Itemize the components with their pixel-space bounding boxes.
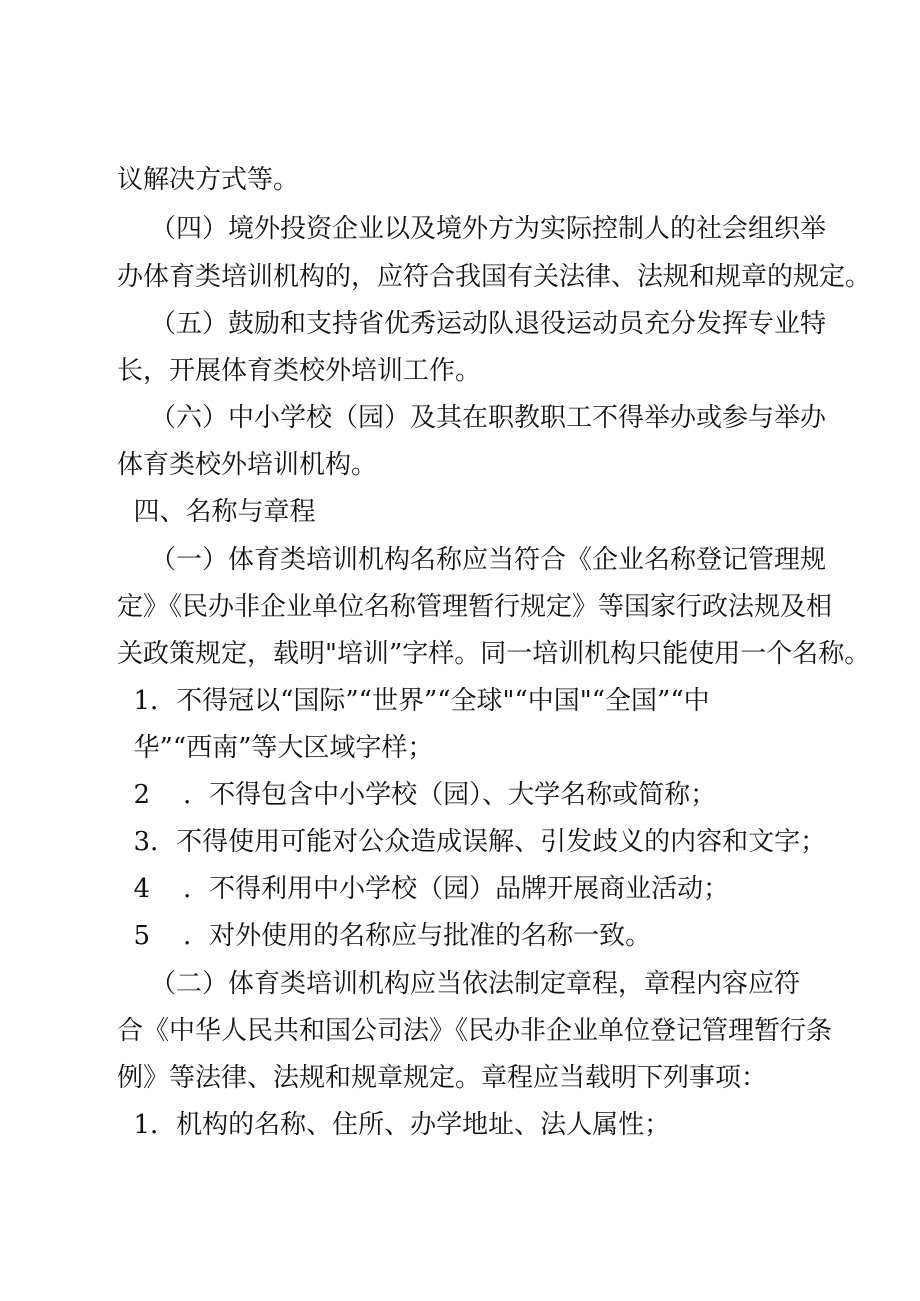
paragraph-line: 例》等法律、法规和规章规定。章程应当载明下列事项： bbox=[117, 1063, 768, 1093]
paragraph-line: （五）鼓励和支持省优秀运动队退役运动员充分发挥专业特 bbox=[117, 309, 827, 339]
paragraph-line: （二）体育类培训机构应当依法制定章程，章程内容应符 bbox=[117, 969, 801, 999]
paragraph-line: （一）体育类培训机构名称应当符合《企业名称登记管理规 bbox=[117, 545, 827, 575]
paragraph-line: 合《中华人民共和国公司法》《民办非企业单位登记管理暂行条 bbox=[117, 1016, 833, 1046]
list-item: 华”“西南”等大区域字样； bbox=[117, 733, 434, 763]
paragraph-line: 体育类校外培训机构。 bbox=[117, 450, 378, 480]
paragraph-line: （四）境外投资企业以及境外方为实际控制人的社会组织举 bbox=[117, 214, 827, 244]
paragraph-line: 定》《民办非企业单位名称管理暂行规定》等国家行政法规及相 bbox=[117, 592, 833, 622]
text-line: 议解决方式等。 bbox=[117, 165, 300, 195]
list-item: 4 ．不得利用中小学校（园）品牌开展商业活动； bbox=[117, 874, 730, 904]
paragraph-line: 办体育类培训机构的，应符合我国有关法律、法规和规章的规定。 bbox=[117, 262, 872, 292]
section-heading: 四、名称与章程 bbox=[117, 497, 316, 527]
paragraph-line: （六）中小学校（园）及其在职教职工不得举办或参与举办 bbox=[117, 403, 827, 433]
list-item: 3．不得使用可能对公众造成误解、引发歧义的内容和文字； bbox=[117, 827, 827, 857]
list-item: 1．机构的名称、住所、办学地址、法人属性； bbox=[117, 1110, 671, 1140]
list-item: 2 ．不得包含中小学校（园）、大学名称或简称； bbox=[117, 780, 717, 810]
paragraph-line: 关政策规定，载明"培训”字样。同一培训机构只能使用一个名称。 bbox=[117, 639, 871, 669]
list-item: 5 ．对外使用的名称应与批准的名称一致。 bbox=[117, 921, 652, 951]
paragraph-line: 长，开展体育类校外培训工作。 bbox=[117, 356, 482, 386]
list-item: 1．不得冠以“国际”“世界”“全球"“中国"“全国”“中 bbox=[117, 686, 710, 716]
